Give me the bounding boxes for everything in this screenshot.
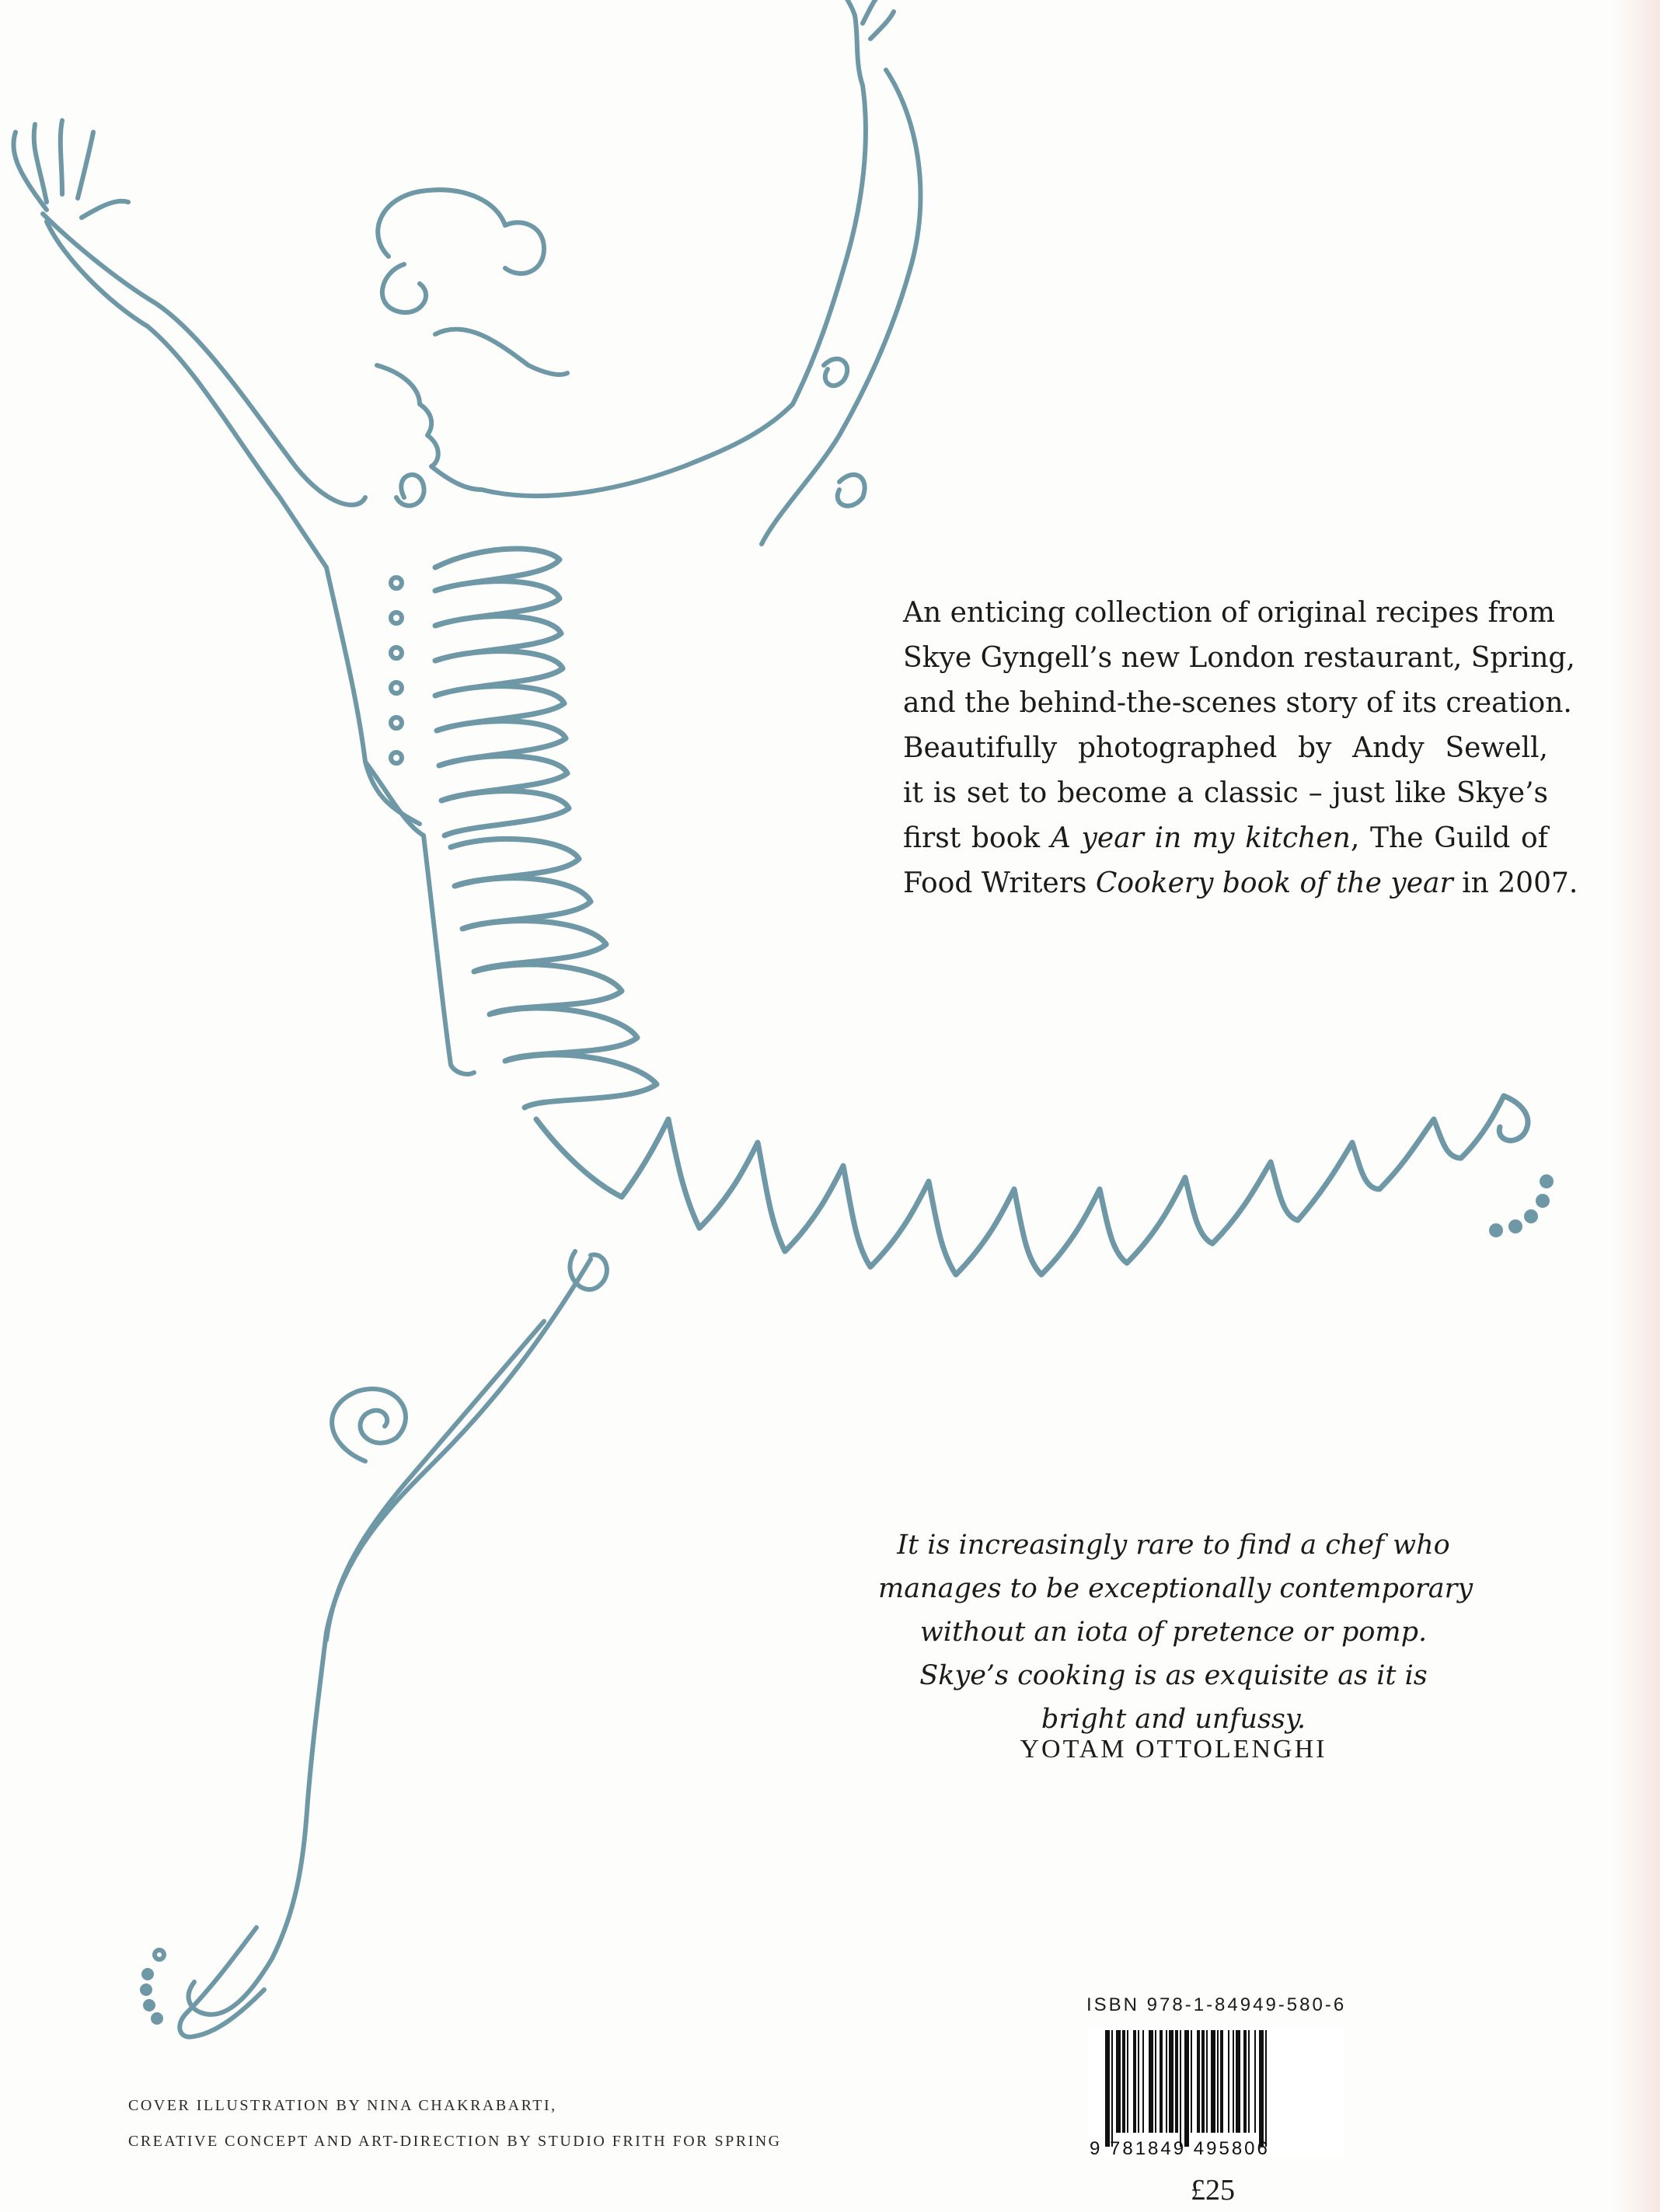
barcode-bar [1228,2030,1229,2133]
description-line: An enticing collection of original recipes from [903,597,1555,629]
description-text: in 2007. [1452,867,1578,899]
barcode-bar [1166,2030,1167,2133]
barcode-bar [1149,2030,1153,2133]
barcode-bar [1155,2030,1156,2133]
barcode-bar [1127,2030,1128,2133]
barcode-bar [1265,2030,1267,2147]
barcode-bar [1211,2030,1215,2133]
description-line [903,861,1578,906]
barcode-bar [1217,2030,1219,2133]
quote-line: It is increasingly rare to find a chef who [897,1530,1450,1561]
isbn-label: ISBN 978-1-84949-580-6 [1086,1994,1347,2015]
quote-line: manages to be exceptionally contemporary [878,1573,1473,1604]
description-text: , The Guild of [1350,822,1548,854]
barcode-bar [1160,2030,1163,2133]
description-text: first book [903,822,1051,854]
book-title-italic: A year in my kitchen [1050,822,1351,854]
barcode-bar [1191,2030,1192,2133]
barcode-bar [1206,2030,1208,2133]
barcode-bar [1133,2030,1136,2133]
description-line [903,816,1548,861]
barcode-bar [1169,2030,1174,2133]
description-line: and the behind-the-scenes story of its creation. [903,687,1572,719]
barcode-bar [1116,2030,1121,2133]
barcode-bar [1220,2030,1223,2133]
barcode-bar [1142,2030,1144,2133]
barcode-digits: 9 781849 495806 [1090,2138,1270,2159]
barcode-bar [1248,2030,1250,2133]
cover-credits [128,2088,905,2159]
barcode-bar [1259,2030,1264,2147]
credits-line: COVER ILLUSTRATION BY NINA CHAKRABARTI, [128,2097,557,2114]
barcode-bar [1201,2030,1205,2133]
price: £25 [1191,2174,1235,2207]
barcode-bar [1197,2030,1200,2133]
barcode-bar [1175,2030,1178,2133]
award-title-italic: Cookery book of the year [1095,867,1453,899]
quote-line: Skye’s cooking is as exquisite as it is [919,1660,1428,1691]
description-text: Food Writers [903,867,1096,899]
barcode-bar [1180,2030,1181,2147]
barcode-bar [1105,2030,1110,2147]
barcode-bar [1236,2030,1240,2133]
quote-attribution: YOTAM OTTOLENGHI [1020,1735,1327,1764]
book-description [903,591,1578,906]
barcode-bar [1111,2030,1113,2147]
quote-line: bright and unfussy. [1041,1704,1306,1735]
barcode-bar [1122,2030,1125,2133]
description-line: Beautifully photographed by Andy Sewell, [903,732,1548,764]
barcode-icon [1088,2027,1344,2159]
barcode-bar [1138,2030,1139,2133]
description-line: Skye Gyngell’s new London restaurant, Spring, [903,642,1575,674]
description-line: it is set to become a classic – just like Skye’s [903,777,1548,809]
barcode-bar [1233,2030,1234,2133]
barcode-bar [1184,2030,1189,2147]
quote-line: without an iota of pretence or pomp. [919,1617,1428,1648]
barcode-bar [1254,2030,1256,2133]
barcode-bar [1243,2030,1247,2133]
endorsement-quote [878,1523,1473,1741]
credits-line: CREATIVE CONCEPT AND ART-DIRECTION BY STUDIO FRITH FOR SPRING [128,2133,782,2150]
